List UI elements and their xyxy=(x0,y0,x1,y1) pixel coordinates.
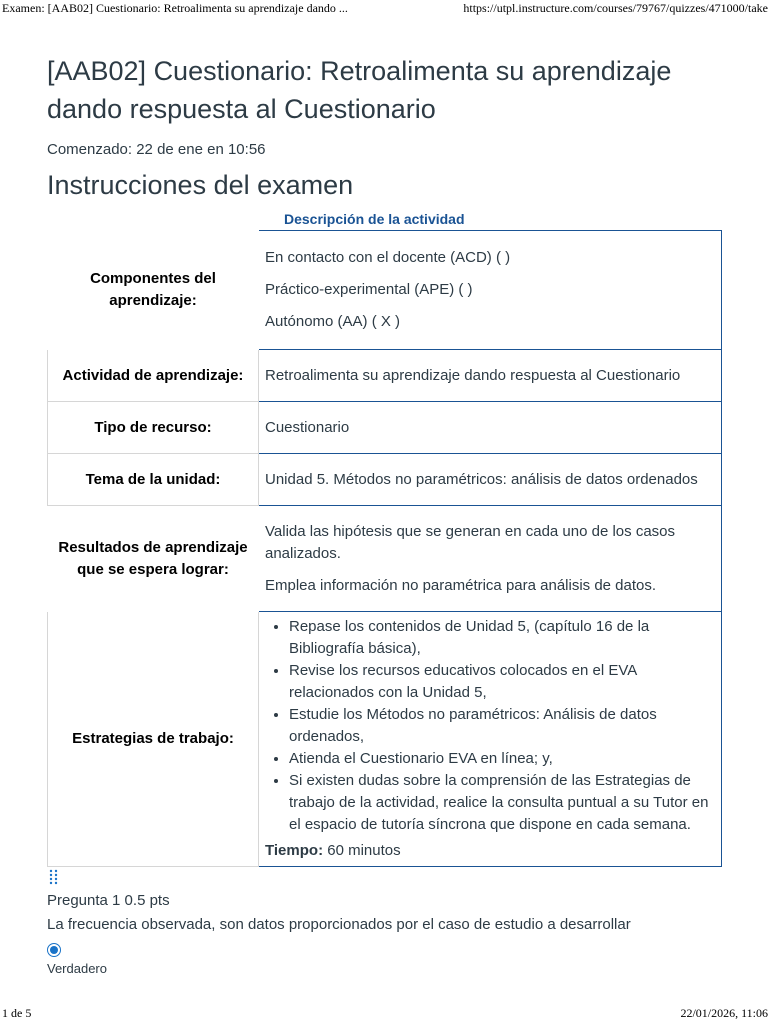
quiz-content xyxy=(47,52,727,978)
list-item: • Repase los contenidos de Unidad 5, (capítulo 16 de la Bibliografía básica), xyxy=(289,616,715,660)
question-text: La frecuencia observada, son datos proporcionados por el caso de estudio a desarrollar xyxy=(47,916,631,933)
print-footer xyxy=(0,1006,768,1024)
table-row-components xyxy=(48,231,722,350)
table-row-strategies xyxy=(48,612,722,867)
unit-topic-label: Tema de la unidad: xyxy=(48,454,259,506)
table-row-outcomes xyxy=(48,506,722,612)
outcomes-value xyxy=(259,506,722,612)
print-header xyxy=(0,0,768,18)
list-item: • Estudie los Métodos no paramétricos: Análisis de datos ordenados, xyxy=(289,704,715,748)
activity-label: Actividad de aprendizaje: xyxy=(48,350,259,402)
unit-topic-value: Unidad 5. Métodos no paramétricos: análisis de datos ordenados xyxy=(259,454,722,506)
started-timestamp: Comenzado: 22 de ene en 10:56 xyxy=(47,141,266,158)
radio-button-selected[interactable] xyxy=(47,943,61,957)
strategies-list xyxy=(265,616,715,836)
page-number: 1 de 5 xyxy=(2,1006,32,1020)
question-header: Pregunta 1 0.5 pts xyxy=(47,892,170,909)
resource-value: Cuestionario xyxy=(259,402,722,454)
table-row-activity xyxy=(48,350,722,402)
table-row-unit-topic xyxy=(48,454,722,506)
component-line: Práctico-experimental (APE) ( ) xyxy=(265,281,473,298)
page-title: [AAB02] Cuestionario: Retroalimenta su aprendizaje dando respuesta al Cuestionario xyxy=(47,56,672,124)
components-label: Componentes del aprendizaje: xyxy=(90,270,216,309)
answer-label[interactable]: Verdadero xyxy=(47,961,107,976)
print-datetime: 22/01/2026, 11:06 xyxy=(680,1006,768,1020)
strategies-value xyxy=(259,612,722,867)
component-line: En contacto con el docente (ACD) ( ) xyxy=(265,249,511,266)
activity-table xyxy=(47,230,722,867)
outcome-line: Valida las hipótesis que se generan en cada uno de los casos analizados. xyxy=(265,522,676,562)
answer-option[interactable] xyxy=(47,943,727,978)
strategies-label: Estrategias de trabajo: xyxy=(48,612,259,867)
list-item: • Si existen dudas sobre la comprensión de las Estrategias de trabajo de la actividad, realice la consulta puntual a su Tutor en el espacio de tutoría síncrona que dispone en cada semana. xyxy=(289,770,715,836)
components-value xyxy=(259,231,722,350)
outcome-line: Emplea información no paramétrica para análisis de datos. xyxy=(265,576,657,594)
list-item: • Atienda el Cuestionario EVA en línea; y, xyxy=(289,748,715,770)
grip-dots-icon xyxy=(49,869,59,885)
time-label: Tiempo: xyxy=(265,842,324,859)
outcomes-label: Resultados de aprendizaje que se espera lograr: xyxy=(58,538,248,578)
component-line: Autónomo (AA) ( X ) xyxy=(265,313,401,330)
drag-handle-icon[interactable] xyxy=(47,869,727,889)
table-row-resource xyxy=(48,402,722,454)
print-header-title: Examen: [AAB02] Cuestionario: Retroalimenta su aprendizaje dando ... xyxy=(2,1,348,15)
activity-value: Retroalimenta su aprendizaje dando respuesta al Cuestionario xyxy=(259,350,722,402)
activity-table-caption: Descripción de la actividad xyxy=(284,211,465,227)
instructions-heading: Instrucciones del examen xyxy=(47,170,354,200)
resource-label: Tipo de recurso: xyxy=(48,402,259,454)
list-item: • Revise los recursos educativos colocados en el EVA relacionados con la Unidad 5, xyxy=(289,660,715,704)
time-line xyxy=(265,840,715,862)
time-value: 60 minutos xyxy=(323,842,401,859)
print-header-url: https://utpl.instructure.com/courses/79767/quizzes/471000/take xyxy=(463,1,768,15)
